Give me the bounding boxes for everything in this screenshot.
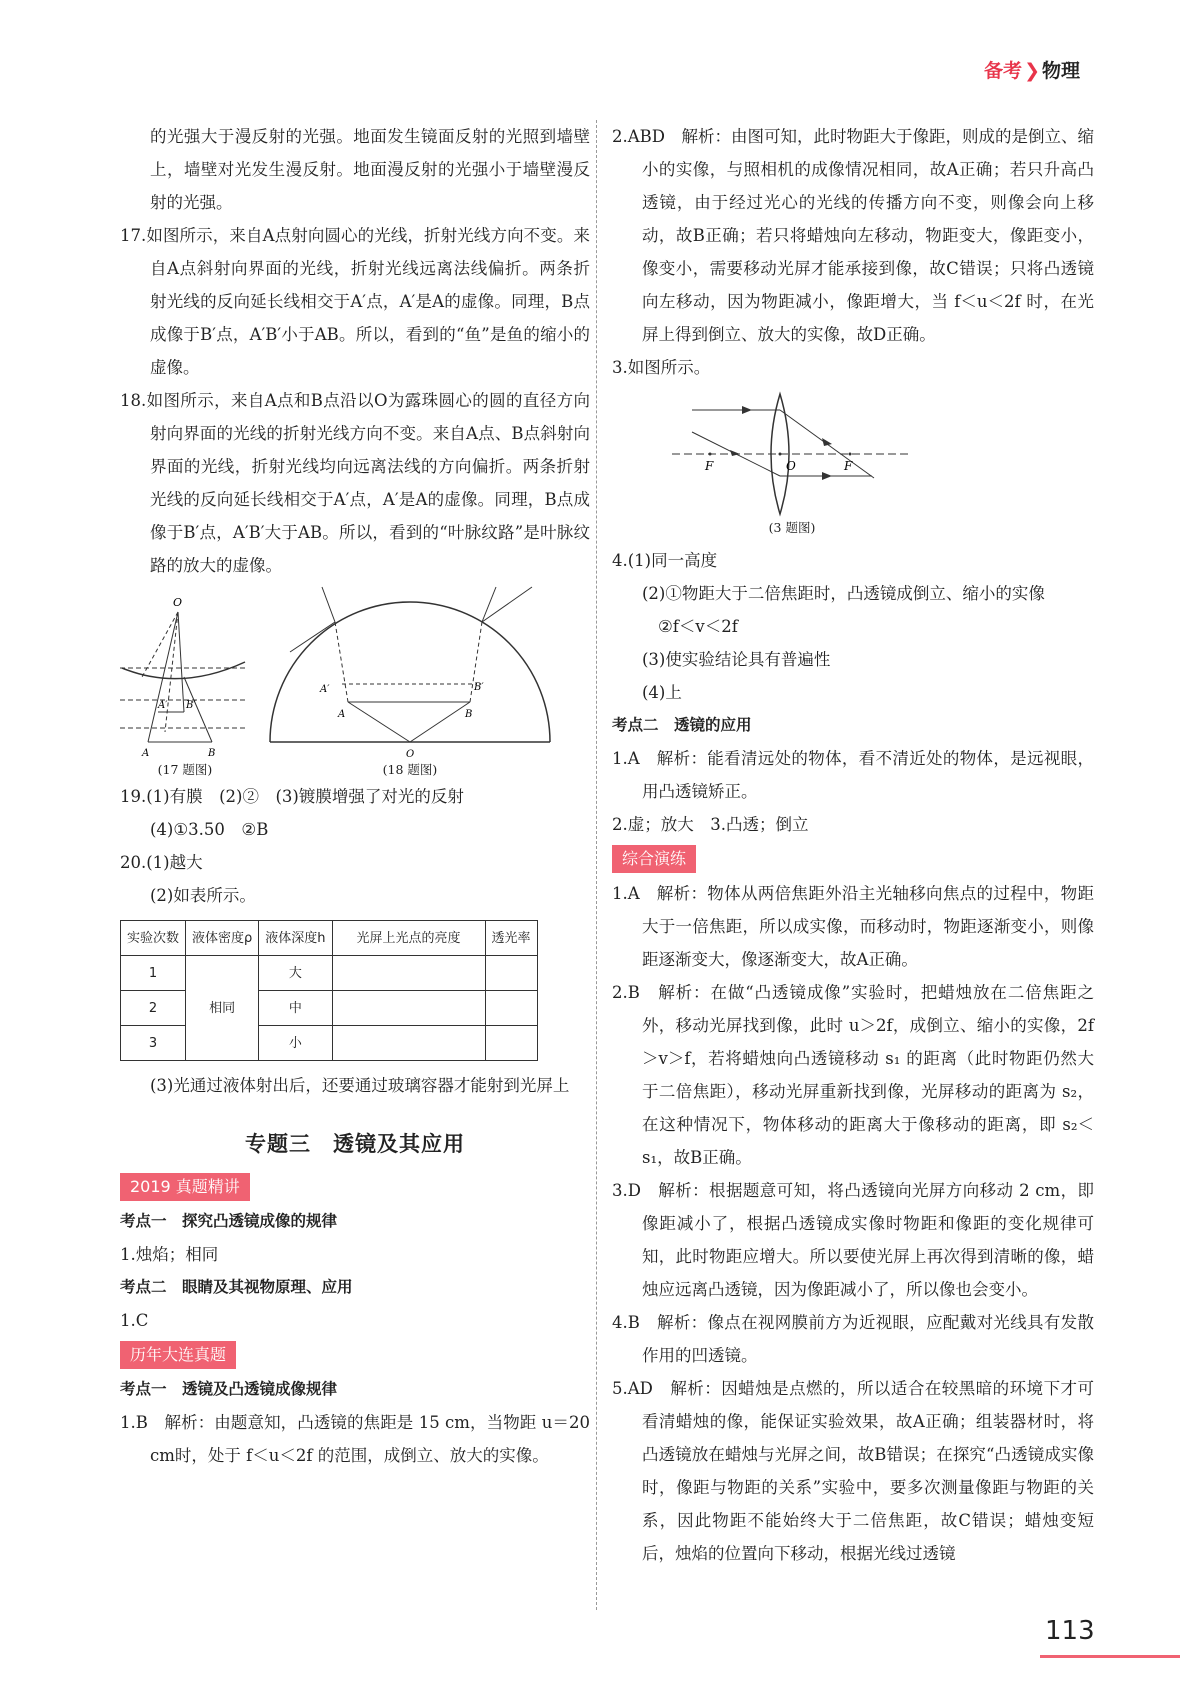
table-row xyxy=(121,956,538,991)
figure-17 xyxy=(120,582,250,760)
svg-text:A: A xyxy=(142,748,150,759)
svg-text:A′: A′ xyxy=(158,700,168,711)
svg-text:F: F xyxy=(705,459,714,473)
table-cell xyxy=(485,956,537,991)
figure-18-caption: (18 题图) xyxy=(382,762,438,777)
answer-17: 17.如图所示，来自A点射向圆心的光线，折射光线方向不变。来自A点斜射向界面的光线，折射光线远离法线偏折。两条折射光线的反向延长线相交于A′点，A′是A的虚像。同理，B点成像于B′点，A′B′小于AB。所以，看到的“鱼”是鱼的缩小的虚像。 xyxy=(120,226,590,377)
table-cell xyxy=(332,956,485,991)
answer-line: 1.A 解析：能看清远处的物体，看不清近处的物体，是远视眼，用凸透镜矫正。 xyxy=(612,749,1094,801)
answer-3: 3.如图所示。 xyxy=(612,358,711,377)
kaodian-heading: 考点二 眼睛及其视物原理、应用 xyxy=(120,1278,353,1296)
experiment-table xyxy=(120,920,538,1061)
kaodian-heading: 考点二 透镜的应用 xyxy=(612,716,752,734)
answer-20-line3: (3)光通过液体射出后，还要通过玻璃容器才能射到光屏上 xyxy=(150,1076,570,1095)
svg-text:A: A xyxy=(338,709,346,720)
answer-4-line3: ②f＜v＜2f xyxy=(658,617,738,636)
figures-17-18 xyxy=(120,582,590,780)
answer-line: 1.B 解析：由题意知，凸透镜的焦距是 15 cm，当物距 u＝20 cm时，处于 f＜u＜2f 的范围，成倒立、放大的实像。 xyxy=(120,1413,590,1465)
svg-text:O: O xyxy=(173,596,183,609)
page-header xyxy=(984,56,1080,83)
svg-text:B: B xyxy=(208,748,216,759)
table-header: 光屏上光点的亮度 xyxy=(332,921,485,956)
table-cell: 大 xyxy=(259,956,332,991)
answer-line: 2.虚；放大 3.凸透；倒立 xyxy=(612,815,809,834)
table-header: 透光率 xyxy=(485,921,537,956)
answer-16-continued: 的光强大于漫反射的光强。地面发生镜面反射的光照到墙壁上，墙壁对光发生漫反射。地面漫反射的光强小于墙壁漫反射的光强。 xyxy=(150,127,590,212)
practice-answer-3: 3.D 解析：根据题意可知，将凸透镜向光屏方向移动 2 cm，即像距减小了，根据凸透镜成实像时物距和像距的变化规律可知，此时物距应增大。所以要使光屏上再次得到清晰的像，蜡烛应远离凸透镜，因为像距减小了，所以像也会变小。 xyxy=(612,1181,1094,1299)
answer-4-line4: (3)使实验结论具有普遍性 xyxy=(642,650,831,669)
answer-20-line2: (2)如表所示。 xyxy=(150,886,256,905)
svg-text:O: O xyxy=(406,749,415,760)
answer-4-line5: (4)上 xyxy=(642,683,682,702)
section-badge: 历年大连真题 xyxy=(120,1341,236,1369)
table-row xyxy=(121,991,538,1026)
kaodian-heading: 考点一 探究凸透镜成像的规律 xyxy=(120,1212,338,1230)
table-cell: 2 xyxy=(121,991,186,1026)
right-column xyxy=(612,120,1094,1570)
svg-text:B′: B′ xyxy=(474,682,484,693)
answer-4-line2: (2)①物距大于二倍焦距时，凸透镜成倒立、缩小的实像 xyxy=(642,584,1045,603)
table-cell xyxy=(485,991,537,1026)
figure-3-caption: (3 题图) xyxy=(768,520,816,535)
column-divider xyxy=(596,120,597,1610)
header-subject: 物理 xyxy=(1041,60,1080,82)
section-badge: 综合演练 xyxy=(612,845,696,873)
page-number-underline xyxy=(1040,1655,1180,1658)
left-column xyxy=(120,120,590,1472)
answer-20-line1: 20.(1)越大 xyxy=(120,853,203,872)
answer-2: 2.ABD 解析：由图可知，此时物距大于像距，则成的是倒立、缩小的实像，与照相机的成像情况相同，故A正确；若只升高凸透镜，由于经过光心的光线的传播方向不变，则像会向上移动，故B正确；若只将蜡烛向左移动，物距变大，像距变小，像变小，需要移动光屏才能承接到像，故C错误；只将凸透镜向左移动，因为物距减小，像距增大，当 f＜u＜2f 时，在光屏上得到倒立、放大的实像，故D正确。 xyxy=(612,127,1095,344)
topic-title: 专题三 透镜及其应用 xyxy=(245,1132,465,1156)
table-header: 液体深度h xyxy=(259,921,332,956)
figure-17-caption: (17 题图) xyxy=(157,762,213,777)
table-header: 液体密度ρ xyxy=(186,921,259,956)
practice-answer-5: 5.AD 解析：因蜡烛是点燃的，所以适合在较黑暗的环境下才可看清蜡烛的像，能保证实验效果，故A正确；组装器材时，将凸透镜放在蜡烛与光屏之间，故B错误；在探究“凸透镜成实像时，像距与物距的关系”实验中，要多次测量像距与物距的关系，因此物距不能始终大于二倍焦距，故C错误；蜡烛变短后，烛焰的位置向下移动，根据光线过透镜 xyxy=(612,1379,1094,1563)
table-header: 实验次数 xyxy=(121,921,186,956)
table-header-row xyxy=(121,921,538,956)
table-cell: 1 xyxy=(121,956,186,991)
table-cell: 3 xyxy=(121,1026,186,1061)
practice-answer-2: 2.B 解析：在做“凸透镜成像”实验时，把蜡烛放在二倍焦距之外，移动光屏找到像，此时 u＞2f，成倒立、缩小的实像，2f＞v＞f，若将蜡烛向凸透镜移动 s₁ 的距离（此时物距仍然大于二倍焦距），移动光屏重新找到像，光屏移动的距离为 s₂，在这种情况下，物体移动的距离大于像移动的距离，即 s₂＜s₁，故B正确。 xyxy=(612,983,1094,1167)
answer-19-line1: 19.(1)有膜 (2)② (3)镀膜增强了对光的反射 xyxy=(120,787,464,806)
answer-4-line1: 4.(1)同一高度 xyxy=(612,551,718,570)
chevron-right-icon: ❯ xyxy=(1024,60,1040,82)
svg-text:O: O xyxy=(786,459,796,473)
svg-text:A′: A′ xyxy=(320,684,330,695)
svg-text:F: F xyxy=(844,459,853,473)
page-number: 113 xyxy=(1045,1616,1095,1646)
svg-text:B: B xyxy=(465,709,473,720)
practice-answer-4: 4.B 解析：像点在视网膜前方为近视眼，应配戴对光线具有发散作用的凹透镜。 xyxy=(612,1313,1094,1365)
answer-line: 1.烛焰；相同 xyxy=(120,1245,219,1264)
table-cell xyxy=(332,1026,485,1061)
svg-text:B′: B′ xyxy=(186,700,196,711)
header-brand: 备考 xyxy=(984,60,1023,82)
table-cell: 中 xyxy=(259,991,332,1026)
practice-answer-1: 1.A 解析：物体从两倍焦距外沿主光轴移向焦点的过程中，物距大于一倍焦距，所以成实像，而移动时，物距逐渐变小，则像距逐渐变大，像逐渐变大，故A正确。 xyxy=(612,884,1094,969)
figure-3-lens-diagram xyxy=(612,388,1092,518)
answer-18: 18.如图所示，来自A点和B点沿以O为露珠圆心的圆的直径方向射向界面的光线的折射光线方向不变。来自A点、B点斜射向界面的光线，折射光线均向远离法线的方向偏折。两条折射光线的反向延长线相交于A′点，A′是A的虚像。同理，B点成像于B′点，A′B′大于AB。所以，看到的“叶脉纹路”是叶脉纹路的放大的虚像。 xyxy=(120,391,590,575)
table-cell xyxy=(332,991,485,1026)
table-cell: 相同 xyxy=(186,956,259,1061)
section-badge: 2019 真题精讲 xyxy=(120,1173,250,1201)
table-cell: 小 xyxy=(259,1026,332,1061)
table-row xyxy=(121,1026,538,1061)
kaodian-heading: 考点一 透镜及凸透镜成像规律 xyxy=(120,1380,338,1398)
figure-18 xyxy=(260,582,560,760)
answer-19-line2: (4)①3.50 ②B xyxy=(150,820,269,839)
answer-line: 1.C xyxy=(120,1311,149,1330)
table-cell xyxy=(485,1026,537,1061)
